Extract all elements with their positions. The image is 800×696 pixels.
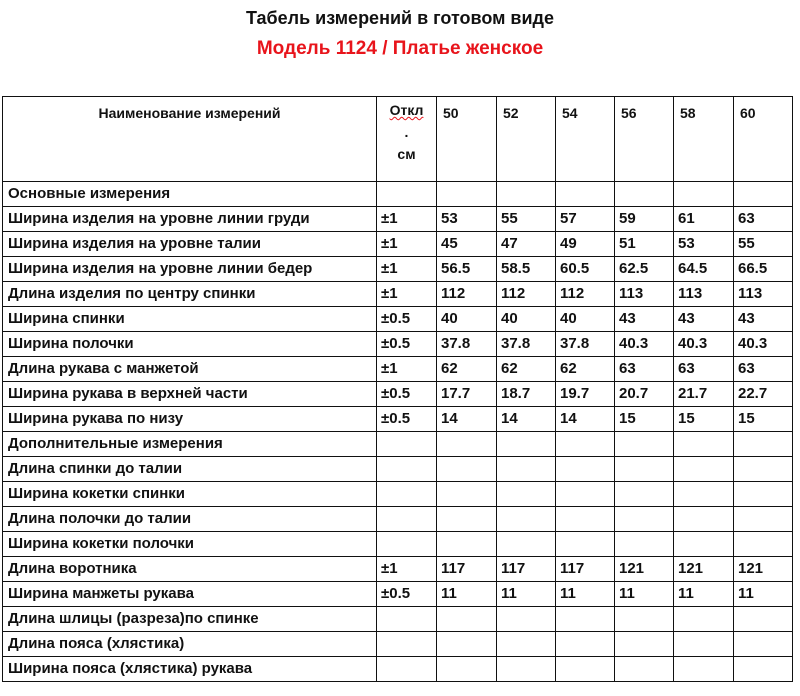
size-value-cell (556, 507, 615, 532)
size-value-cell (437, 607, 497, 632)
size-value-cell: 63 (734, 207, 793, 232)
size-value-cell: 62 (497, 357, 556, 382)
size-value-cell: 40 (497, 307, 556, 332)
size-value-cell: 63 (734, 357, 793, 382)
measurement-name-cell: Длина спинки до талии (3, 457, 377, 482)
size-value-cell: 40.3 (674, 332, 734, 357)
size-value-cell: 53 (437, 207, 497, 232)
table-row (3, 457, 793, 482)
size-value-cell (674, 657, 734, 682)
size-value-cell (674, 607, 734, 632)
size-value-cell (437, 482, 497, 507)
size-value-cell (497, 532, 556, 557)
size-value-cell: 40 (437, 307, 497, 332)
measurement-name-cell: Ширина манжеты рукава (3, 582, 377, 607)
measurement-name-cell: Длина изделия по центру спинки (3, 282, 377, 307)
size-value-cell: 57 (556, 207, 615, 232)
size-value-cell (615, 507, 674, 532)
size-value-cell: 62.5 (615, 257, 674, 282)
size-value-cell: 56.5 (437, 257, 497, 282)
measurement-name-cell: Ширина кокетки полочки (3, 532, 377, 557)
table-row (3, 407, 793, 432)
size-value-cell: 20.7 (615, 382, 674, 407)
size-value-cell: 11 (615, 582, 674, 607)
header-row (3, 97, 793, 182)
tolerance-cell: ±0.5 (377, 307, 437, 332)
size-value-cell (734, 607, 793, 632)
size-value-cell (556, 532, 615, 557)
size-value-cell: 112 (497, 282, 556, 307)
size-value-cell (674, 182, 734, 207)
size-value-cell (674, 482, 734, 507)
size-value-cell: 22.7 (734, 382, 793, 407)
size-value-cell: 61 (674, 207, 734, 232)
tolerance-label-dot: . (404, 124, 409, 140)
tolerance-label-abbr: Откл (389, 102, 424, 118)
measurement-name-cell: Дополнительные измерения (3, 432, 377, 457)
size-value-cell (615, 182, 674, 207)
size-value-cell: 40.3 (734, 332, 793, 357)
table-row (3, 182, 793, 207)
measurement-name-cell: Длина полочки до талии (3, 507, 377, 532)
size-value-cell (556, 182, 615, 207)
measurement-name-cell: Основные измерения (3, 182, 377, 207)
size-value-cell (734, 432, 793, 457)
size-value-cell (497, 607, 556, 632)
tolerance-cell (377, 632, 437, 657)
tolerance-cell: ±0.5 (377, 332, 437, 357)
size-value-cell: 113 (734, 282, 793, 307)
measurement-name-cell: Ширина рукава по низу (3, 407, 377, 432)
tolerance-cell: ±1 (377, 257, 437, 282)
tolerance-cell (377, 482, 437, 507)
size-value-cell (734, 657, 793, 682)
size-value-cell (497, 632, 556, 657)
tolerance-cell: ±1 (377, 207, 437, 232)
size-value-cell (734, 507, 793, 532)
size-value-cell: 18.7 (497, 382, 556, 407)
size-value-cell: 37.8 (497, 332, 556, 357)
size-value-cell (615, 657, 674, 682)
size-value-cell (734, 182, 793, 207)
size-value-cell: 66.5 (734, 257, 793, 282)
size-value-cell: 14 (556, 407, 615, 432)
header-tolerance-cell (377, 97, 437, 182)
document-title: Табель измерений в готовом виде (245, 8, 554, 28)
measurement-name-cell: Ширина изделия на уровне талии (3, 232, 377, 257)
size-value-cell (674, 457, 734, 482)
size-value-cell: 117 (556, 557, 615, 582)
size-value-cell: 117 (437, 557, 497, 582)
size-value-cell: 51 (615, 232, 674, 257)
size-value-cell: 121 (615, 557, 674, 582)
size-value-cell: 55 (734, 232, 793, 257)
size-value-cell: 47 (497, 232, 556, 257)
header-size-54: 54 (556, 97, 615, 182)
size-value-cell: 11 (437, 582, 497, 607)
size-value-cell: 43 (615, 307, 674, 332)
tolerance-cell (377, 507, 437, 532)
table-row (3, 257, 793, 282)
size-value-cell: 121 (674, 557, 734, 582)
table-row (3, 282, 793, 307)
size-value-cell (734, 632, 793, 657)
table-row (3, 557, 793, 582)
table-row (3, 657, 793, 682)
size-value-cell: 45 (437, 232, 497, 257)
size-value-cell: 62 (556, 357, 615, 382)
size-value-cell: 55 (497, 207, 556, 232)
size-value-cell: 58.5 (497, 257, 556, 282)
size-value-cell (437, 182, 497, 207)
table-row (3, 582, 793, 607)
size-value-cell: 112 (556, 282, 615, 307)
size-value-cell: 15 (674, 407, 734, 432)
tolerance-cell: ±1 (377, 557, 437, 582)
tolerance-cell: ±1 (377, 357, 437, 382)
size-value-cell: 121 (734, 557, 793, 582)
table-row (3, 207, 793, 232)
size-value-cell: 11 (497, 582, 556, 607)
measurement-name-cell: Длина шлицы (разреза)по спинке (3, 607, 377, 632)
tolerance-cell (377, 182, 437, 207)
header-size-52: 52 (497, 97, 556, 182)
size-value-cell (674, 507, 734, 532)
size-value-cell: 64.5 (674, 257, 734, 282)
table-row (3, 632, 793, 657)
tolerance-cell (377, 532, 437, 557)
header-size-60: 60 (734, 97, 793, 182)
tolerance-cell: ±1 (377, 282, 437, 307)
table-row (3, 532, 793, 557)
size-value-cell (615, 457, 674, 482)
measurement-name-cell: Ширина пояса (хлястика) рукава (3, 657, 377, 682)
size-value-cell (556, 657, 615, 682)
size-value-cell: 43 (674, 307, 734, 332)
measurement-name-cell: Ширина изделия на уровне линии бедер (3, 257, 377, 282)
size-value-cell (674, 432, 734, 457)
table-row (3, 232, 793, 257)
size-value-cell (437, 657, 497, 682)
measurement-name-cell: Ширина рукава в верхней части (3, 382, 377, 407)
tolerance-cell (377, 657, 437, 682)
measurement-name-cell: Длина рукава с манжетой (3, 357, 377, 382)
tolerance-cell: ±0.5 (377, 582, 437, 607)
measurement-name-cell: Ширина изделия на уровне линии груди (3, 207, 377, 232)
measurement-name-cell: Длина воротника (3, 557, 377, 582)
size-value-cell (674, 632, 734, 657)
size-value-cell: 15 (734, 407, 793, 432)
size-value-cell (615, 482, 674, 507)
table-row (3, 332, 793, 357)
size-value-cell (556, 482, 615, 507)
size-value-cell: 17.7 (437, 382, 497, 407)
size-value-cell: 11 (734, 582, 793, 607)
header-size-50: 50 (437, 97, 497, 182)
size-value-cell: 43 (734, 307, 793, 332)
size-value-cell: 40 (556, 307, 615, 332)
size-value-cell (556, 457, 615, 482)
table-row (3, 607, 793, 632)
size-value-cell: 63 (674, 357, 734, 382)
tolerance-cell: ±0.5 (377, 407, 437, 432)
size-value-cell (556, 607, 615, 632)
table-row (3, 482, 793, 507)
size-value-cell (497, 482, 556, 507)
size-value-cell (556, 632, 615, 657)
size-value-cell (615, 632, 674, 657)
header-size-56: 56 (615, 97, 674, 182)
header-name-cell: Наименование измерений (3, 97, 377, 182)
measurement-name-cell: Ширина кокетки спинки (3, 482, 377, 507)
size-value-cell: 113 (615, 282, 674, 307)
size-value-cell (497, 182, 556, 207)
size-value-cell: 14 (437, 407, 497, 432)
size-value-cell: 62 (437, 357, 497, 382)
size-value-cell (437, 532, 497, 557)
size-value-cell (615, 607, 674, 632)
tolerance-cell: ±0.5 (377, 382, 437, 407)
size-value-cell: 63 (615, 357, 674, 382)
size-value-cell (437, 632, 497, 657)
size-value-cell (615, 432, 674, 457)
size-value-cell: 113 (674, 282, 734, 307)
size-value-cell (497, 457, 556, 482)
size-value-cell: 15 (615, 407, 674, 432)
tolerance-cell (377, 457, 437, 482)
size-value-cell (437, 432, 497, 457)
size-value-cell (497, 657, 556, 682)
size-value-cell: 11 (556, 582, 615, 607)
table-row (3, 382, 793, 407)
size-value-cell (734, 482, 793, 507)
table-row (3, 307, 793, 332)
size-value-cell (497, 507, 556, 532)
size-value-cell: 117 (497, 557, 556, 582)
size-value-cell: 21.7 (674, 382, 734, 407)
tolerance-cell (377, 432, 437, 457)
size-value-cell (734, 532, 793, 557)
measurement-name-cell: Ширина полочки (3, 332, 377, 357)
measurement-name-cell: Ширина спинки (3, 307, 377, 332)
header-size-58: 58 (674, 97, 734, 182)
table-row (3, 357, 793, 382)
table-row (3, 507, 793, 532)
size-value-cell (437, 457, 497, 482)
tolerance-label-unit: см (397, 146, 416, 162)
size-value-cell: 53 (674, 232, 734, 257)
size-value-cell: 49 (556, 232, 615, 257)
size-value-cell: 11 (674, 582, 734, 607)
measurements-table (2, 96, 793, 682)
size-value-cell (615, 532, 674, 557)
table-row (3, 432, 793, 457)
size-value-cell (734, 457, 793, 482)
size-value-cell: 37.8 (556, 332, 615, 357)
size-value-cell: 14 (497, 407, 556, 432)
size-value-cell: 37.8 (437, 332, 497, 357)
size-value-cell: 60.5 (556, 257, 615, 282)
size-value-cell (674, 532, 734, 557)
measurement-name-cell: Длина пояса (хлястика) (3, 632, 377, 657)
size-value-cell (556, 432, 615, 457)
tolerance-cell: ±1 (377, 232, 437, 257)
model-subtitle: Модель 1124 / Платье женское (256, 38, 544, 59)
size-value-cell: 59 (615, 207, 674, 232)
size-value-cell: 112 (437, 282, 497, 307)
size-value-cell (497, 432, 556, 457)
size-value-cell: 40.3 (615, 332, 674, 357)
size-value-cell: 19.7 (556, 382, 615, 407)
size-value-cell (437, 507, 497, 532)
tolerance-cell (377, 607, 437, 632)
